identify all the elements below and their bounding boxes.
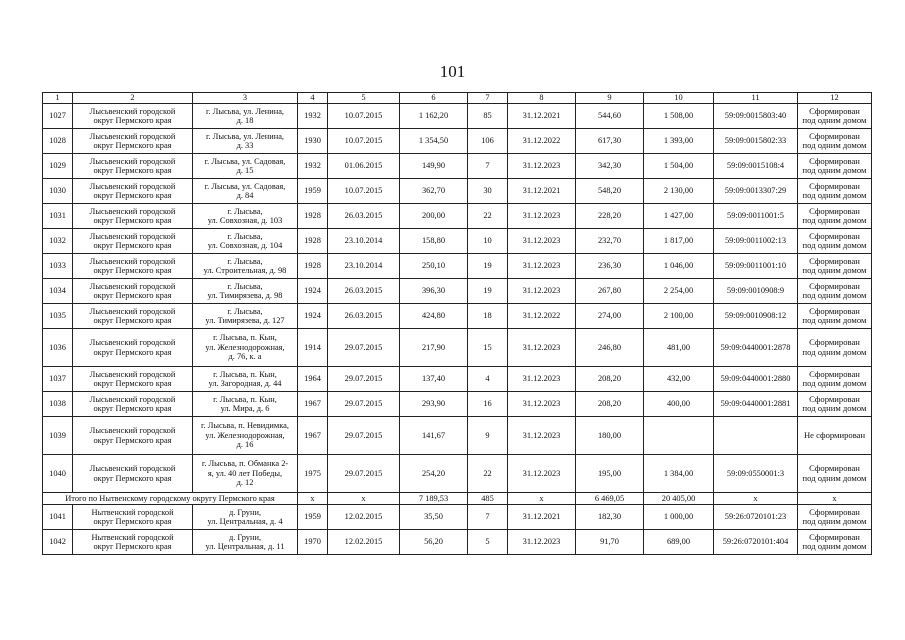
- subtotal-label: Итого по Нытвенскому городскому округу Пермского края: [43, 493, 298, 505]
- residents: 30: [468, 179, 508, 204]
- cadastral-number: 59:26:0720101:404: [714, 530, 798, 555]
- organization: Лысьвенский городской округ Пермского края: [73, 417, 193, 455]
- year-built: 1970: [298, 530, 328, 555]
- year-built: 1967: [298, 417, 328, 455]
- total-cost: 1 504,00: [644, 154, 714, 179]
- land-status: Сформирован под одним домом: [798, 154, 872, 179]
- cadastral-number: 59:09:0010908:9: [714, 279, 798, 304]
- table-row: [43, 129, 872, 154]
- total-cost: 1 046,00: [644, 254, 714, 279]
- row-number: 1037: [43, 367, 73, 392]
- cadastral-number: 59:09:0010908:12: [714, 304, 798, 329]
- table-row: [43, 104, 872, 129]
- year-built: 1932: [298, 154, 328, 179]
- housing-register-table: [42, 92, 872, 555]
- col-header: 11: [714, 93, 798, 104]
- cadastral-number: 59:09:0550001:3: [714, 455, 798, 493]
- total-cost: 481,00: [644, 329, 714, 367]
- plan-date: 31.12.2023: [508, 455, 576, 493]
- residents: 15: [468, 329, 508, 367]
- row-number: 1027: [43, 104, 73, 129]
- cost-per-sqm: 246,80: [576, 329, 644, 367]
- row-number: 1031: [43, 204, 73, 229]
- organization: Лысьвенский городской округ Пермского края: [73, 329, 193, 367]
- table-row: [43, 505, 872, 530]
- cost-per-sqm: 195,00: [576, 455, 644, 493]
- row-number: 1042: [43, 530, 73, 555]
- total-cost: 2 254,00: [644, 279, 714, 304]
- table-row: [43, 179, 872, 204]
- land-status: Сформирован под одним домом: [798, 505, 872, 530]
- plan-date: 31.12.2023: [508, 329, 576, 367]
- plan-date: 31.12.2023: [508, 254, 576, 279]
- row-number: 1029: [43, 154, 73, 179]
- residents: 22: [468, 455, 508, 493]
- table-row: [43, 530, 872, 555]
- subtotal-status: х: [798, 493, 872, 505]
- area: 149,90: [400, 154, 468, 179]
- row-number: 1041: [43, 505, 73, 530]
- plan-date: 31.12.2023: [508, 204, 576, 229]
- area: 1 354,50: [400, 129, 468, 154]
- residents: 18: [468, 304, 508, 329]
- cadastral-number: 59:09:0440001:2881: [714, 392, 798, 417]
- year-built: 1924: [298, 304, 328, 329]
- area: 396,30: [400, 279, 468, 304]
- year-built: 1928: [298, 254, 328, 279]
- cadastral-number: 59:26:0720101:23: [714, 505, 798, 530]
- residents: 106: [468, 129, 508, 154]
- survey-date: 29.07.2015: [328, 417, 400, 455]
- organization: Лысьвенский городской округ Пермского края: [73, 367, 193, 392]
- year-built: 1967: [298, 392, 328, 417]
- address: г. Лысьва, ул. Ленина, д. 33: [193, 129, 298, 154]
- address: г. Лысьва, п. Кын, ул. Мира, д. 6: [193, 392, 298, 417]
- row-number: 1033: [43, 254, 73, 279]
- row-number: 1028: [43, 129, 73, 154]
- cost-per-sqm: 342,30: [576, 154, 644, 179]
- total-cost: 1 427,00: [644, 204, 714, 229]
- col-header: 5: [328, 93, 400, 104]
- cadastral-number: 59:09:0440001:2880: [714, 367, 798, 392]
- col-header: 3: [193, 93, 298, 104]
- year-built: 1959: [298, 179, 328, 204]
- organization: Нытвенский городской округ Пермского края: [73, 505, 193, 530]
- residents: 7: [468, 154, 508, 179]
- cadastral-number: [714, 417, 798, 455]
- address: г. Лысьва, ул. Ленина, д. 18: [193, 104, 298, 129]
- organization: Лысьвенский городской округ Пермского края: [73, 229, 193, 254]
- address: г. Лысьва, п. Невидимка, ул. Железнодорожная, д. 16: [193, 417, 298, 455]
- area: 1 162,20: [400, 104, 468, 129]
- cost-per-sqm: 548,20: [576, 179, 644, 204]
- area: 141,67: [400, 417, 468, 455]
- cadastral-number: 59:09:0015803:40: [714, 104, 798, 129]
- area: 56,20: [400, 530, 468, 555]
- area: 250,10: [400, 254, 468, 279]
- plan-date: 31.12.2023: [508, 279, 576, 304]
- area: 254,20: [400, 455, 468, 493]
- address: г. Лысьва, п. Обманка 2- я, ул. 40 лет Победы, д. 12: [193, 455, 298, 493]
- subtotal-year: х: [298, 493, 328, 505]
- address: г. Лысьва, ул. Совхозная, д. 103: [193, 204, 298, 229]
- survey-date: 10.07.2015: [328, 129, 400, 154]
- land-status: Сформирован под одним домом: [798, 329, 872, 367]
- plan-date: 31.12.2023: [508, 392, 576, 417]
- table-row: [43, 304, 872, 329]
- cadastral-number: 59:09:0440001:2878: [714, 329, 798, 367]
- total-cost: 1 508,00: [644, 104, 714, 129]
- year-built: 1914: [298, 329, 328, 367]
- organization: Лысьвенский городской округ Пермского края: [73, 279, 193, 304]
- table-row: [43, 367, 872, 392]
- address: г. Лысьва, ул. Строительная, д. 98: [193, 254, 298, 279]
- cost-per-sqm: 91,70: [576, 530, 644, 555]
- cost-per-sqm: 267,80: [576, 279, 644, 304]
- row-number: 1040: [43, 455, 73, 493]
- table-row: [43, 417, 872, 455]
- total-cost: 2 130,00: [644, 179, 714, 204]
- plan-date: 31.12.2022: [508, 304, 576, 329]
- cost-per-sqm: 208,20: [576, 367, 644, 392]
- page-number: 101: [439, 62, 466, 81]
- land-status: Сформирован под одним домом: [798, 530, 872, 555]
- residents: 85: [468, 104, 508, 129]
- area: 424,80: [400, 304, 468, 329]
- subtotal-area: 7 189,53: [400, 493, 468, 505]
- land-status: Сформирован под одним домом: [798, 304, 872, 329]
- table-row: [43, 329, 872, 367]
- year-built: 1932: [298, 104, 328, 129]
- survey-date: 26.03.2015: [328, 304, 400, 329]
- subtotal-plan: х: [508, 493, 576, 505]
- cost-per-sqm: 544,60: [576, 104, 644, 129]
- table-row: [43, 154, 872, 179]
- subtotal-date: х: [328, 493, 400, 505]
- header-row: [43, 93, 872, 104]
- address: г. Лысьва, ул. Совхозная, д. 104: [193, 229, 298, 254]
- survey-date: 10.07.2015: [328, 179, 400, 204]
- residents: 9: [468, 417, 508, 455]
- table-row: [43, 254, 872, 279]
- subtotal-res: 485: [468, 493, 508, 505]
- plan-date: 31.12.2023: [508, 229, 576, 254]
- subtotal-cad: х: [714, 493, 798, 505]
- total-cost: 1 817,00: [644, 229, 714, 254]
- year-built: 1975: [298, 455, 328, 493]
- subtotal-v9: 6 469,05: [576, 493, 644, 505]
- land-status: Сформирован под одним домом: [798, 204, 872, 229]
- cost-per-sqm: 617,30: [576, 129, 644, 154]
- year-built: 1959: [298, 505, 328, 530]
- survey-date: 29.07.2015: [328, 455, 400, 493]
- row-number: 1039: [43, 417, 73, 455]
- organization: Лысьвенский городской округ Пермского края: [73, 455, 193, 493]
- col-header: 10: [644, 93, 714, 104]
- land-status: Сформирован под одним домом: [798, 455, 872, 493]
- survey-date: 10.07.2015: [328, 104, 400, 129]
- total-cost: 2 100,00: [644, 304, 714, 329]
- address: г. Лысьва, п. Кын, ул. Загородная, д. 44: [193, 367, 298, 392]
- residents: 4: [468, 367, 508, 392]
- land-status: Не сформирован: [798, 417, 872, 455]
- plan-date: 31.12.2023: [508, 417, 576, 455]
- year-built: 1964: [298, 367, 328, 392]
- total-cost: 432,00: [644, 367, 714, 392]
- col-header: 4: [298, 93, 328, 104]
- address: г. Лысьва, ул. Садовая, д. 84: [193, 179, 298, 204]
- survey-date: 29.07.2015: [328, 392, 400, 417]
- organization: Нытвенский городской округ Пермского края: [73, 530, 193, 555]
- address: д. Груни, ул. Центральная, д. 4: [193, 505, 298, 530]
- subtotal-row: [43, 493, 872, 505]
- survey-date: 01.06.2015: [328, 154, 400, 179]
- cost-per-sqm: 232,70: [576, 229, 644, 254]
- residents: 22: [468, 204, 508, 229]
- year-built: 1928: [298, 204, 328, 229]
- col-header: 6: [400, 93, 468, 104]
- residents: 19: [468, 254, 508, 279]
- cadastral-number: 59:09:0013307:29: [714, 179, 798, 204]
- organization: Лысьвенский городской округ Пермского края: [73, 179, 193, 204]
- survey-date: 23.10.2014: [328, 254, 400, 279]
- total-cost: 400,00: [644, 392, 714, 417]
- organization: Лысьвенский городской округ Пермского края: [73, 392, 193, 417]
- plan-date: 31.12.2021: [508, 505, 576, 530]
- land-status: Сформирован под одним домом: [798, 279, 872, 304]
- table-row: [43, 392, 872, 417]
- year-built: 1928: [298, 229, 328, 254]
- survey-date: 26.03.2015: [328, 204, 400, 229]
- area: 217,90: [400, 329, 468, 367]
- area: 137,40: [400, 367, 468, 392]
- year-built: 1924: [298, 279, 328, 304]
- organization: Лысьвенский городской округ Пермского края: [73, 129, 193, 154]
- table-row: [43, 279, 872, 304]
- col-header: 1: [43, 93, 73, 104]
- area: 362,70: [400, 179, 468, 204]
- year-built: 1930: [298, 129, 328, 154]
- row-number: 1035: [43, 304, 73, 329]
- cost-per-sqm: 180,00: [576, 417, 644, 455]
- total-cost: 689,00: [644, 530, 714, 555]
- col-header: 2: [73, 93, 193, 104]
- residents: 7: [468, 505, 508, 530]
- cost-per-sqm: 274,00: [576, 304, 644, 329]
- address: г. Лысьва, п. Кын, ул. Железнодорожная, д. 76, к. а: [193, 329, 298, 367]
- cost-per-sqm: 208,20: [576, 392, 644, 417]
- total-cost: 1 384,00: [644, 455, 714, 493]
- table-row: [43, 455, 872, 493]
- land-status: Сформирован под одним домом: [798, 392, 872, 417]
- survey-date: 26.03.2015: [328, 279, 400, 304]
- plan-date: 31.12.2022: [508, 129, 576, 154]
- col-header: 12: [798, 93, 872, 104]
- land-status: Сформирован под одним домом: [798, 254, 872, 279]
- total-cost: 1 393,00: [644, 129, 714, 154]
- row-number: 1038: [43, 392, 73, 417]
- cost-per-sqm: 228,20: [576, 204, 644, 229]
- survey-date: 23.10.2014: [328, 229, 400, 254]
- row-number: 1034: [43, 279, 73, 304]
- cadastral-number: 59:09:0011001:10: [714, 254, 798, 279]
- col-header: 8: [508, 93, 576, 104]
- col-header: 9: [576, 93, 644, 104]
- organization: Лысьвенский городской округ Пермского края: [73, 254, 193, 279]
- area: 200,00: [400, 204, 468, 229]
- row-number: 1032: [43, 229, 73, 254]
- organization: Лысьвенский городской округ Пермского края: [73, 304, 193, 329]
- cost-per-sqm: 182,30: [576, 505, 644, 530]
- subtotal-v10: 20 405,00: [644, 493, 714, 505]
- plan-date: 31.12.2023: [508, 367, 576, 392]
- plan-date: 31.12.2023: [508, 530, 576, 555]
- land-status: Сформирован под одним домом: [798, 367, 872, 392]
- residents: 19: [468, 279, 508, 304]
- residents: 5: [468, 530, 508, 555]
- survey-date: 29.07.2015: [328, 367, 400, 392]
- table-row: [43, 204, 872, 229]
- area: 158,80: [400, 229, 468, 254]
- total-cost: [644, 417, 714, 455]
- organization: Лысьвенский городской округ Пермского края: [73, 154, 193, 179]
- row-number: 1036: [43, 329, 73, 367]
- address: г. Лысьва, ул. Тимирязева, д. 98: [193, 279, 298, 304]
- organization: Лысьвенский городской округ Пермского края: [73, 104, 193, 129]
- residents: 10: [468, 229, 508, 254]
- land-status: Сформирован под одним домом: [798, 104, 872, 129]
- plan-date: 31.12.2023: [508, 154, 576, 179]
- land-status: Сформирован под одним домом: [798, 179, 872, 204]
- residents: 16: [468, 392, 508, 417]
- area: 293,90: [400, 392, 468, 417]
- address: д. Груни, ул. Центральная, д. 11: [193, 530, 298, 555]
- address: г. Лысьва, ул. Садовая, д. 15: [193, 154, 298, 179]
- land-status: Сформирован под одним домом: [798, 229, 872, 254]
- plan-date: 31.12.2021: [508, 179, 576, 204]
- land-status: Сформирован под одним домом: [798, 129, 872, 154]
- table-row: [43, 229, 872, 254]
- survey-date: 12.02.2015: [328, 530, 400, 555]
- organization: Лысьвенский городской округ Пермского края: [73, 204, 193, 229]
- plan-date: 31.12.2021: [508, 104, 576, 129]
- cadastral-number: 59:09:0015802:33: [714, 129, 798, 154]
- cadastral-number: 59:09:0011002:13: [714, 229, 798, 254]
- survey-date: 12.02.2015: [328, 505, 400, 530]
- cost-per-sqm: 236,30: [576, 254, 644, 279]
- total-cost: 1 000,00: [644, 505, 714, 530]
- cadastral-number: 59:09:0015108:4: [714, 154, 798, 179]
- area: 35,50: [400, 505, 468, 530]
- col-header: 7: [468, 93, 508, 104]
- cadastral-number: 59:09:0011001:5: [714, 204, 798, 229]
- address: г. Лысьва, ул. Тимирязева, д. 127: [193, 304, 298, 329]
- survey-date: 29.07.2015: [328, 329, 400, 367]
- row-number: 1030: [43, 179, 73, 204]
